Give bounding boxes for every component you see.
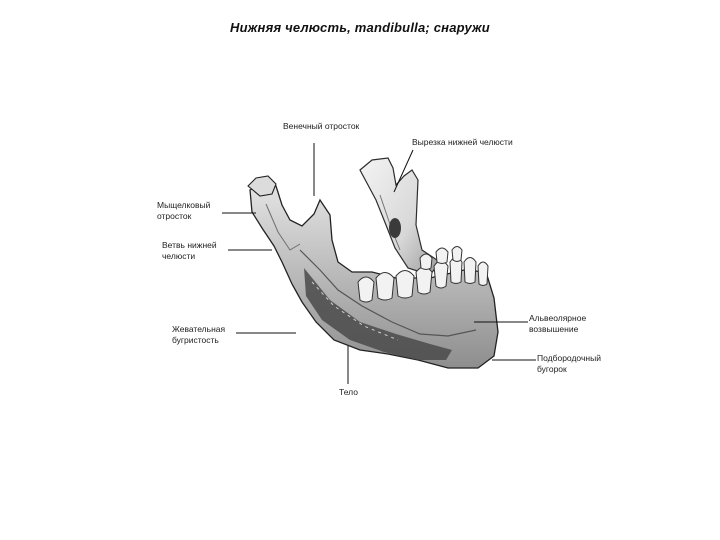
label-condylar-process: Мыщелковый отросток [157,200,211,221]
label-alveolar-eminence: Альвеолярное возвышение [529,313,587,334]
label-mandibular-notch: Вырезка нижней челюсти [412,137,513,147]
label-mental-tubercle: Подбородочный бугорок [537,353,601,374]
figure-title: Нижняя челюсть, mandibulla; снаружи [230,20,490,35]
label-masseteric-tuberosity: Жевательная бугристость [172,324,226,345]
label-ramus: Ветвь нижней челюсти [162,240,217,261]
label-coronoid-process: Венечный отросток [283,121,360,131]
label-body: Тело [339,387,358,397]
